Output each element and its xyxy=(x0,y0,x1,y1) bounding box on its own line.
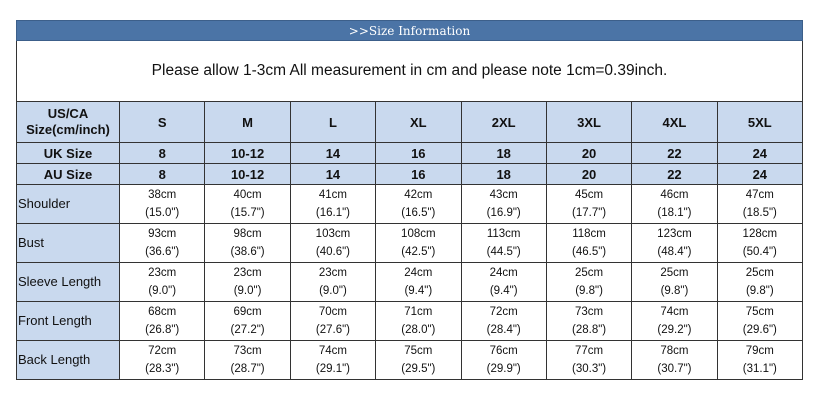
inch-value: (17.7") xyxy=(572,207,607,219)
measurement-cell xyxy=(632,224,717,263)
inch-value: (15.7") xyxy=(230,207,265,219)
measurement-cell xyxy=(632,185,717,224)
measurement-cell xyxy=(461,341,546,380)
size-cell: 14 xyxy=(290,143,375,164)
cm-value: 123cm xyxy=(657,228,692,240)
uk-size-row xyxy=(17,143,803,164)
cm-value: 76cm xyxy=(489,345,518,357)
size-cell: 22 xyxy=(632,143,717,164)
cm-value: 78cm xyxy=(660,345,689,357)
cm-value: 24cm xyxy=(489,267,518,279)
inch-value: (38.6") xyxy=(230,246,265,258)
size-cell: XL xyxy=(376,102,461,143)
cm-value: 103cm xyxy=(315,228,351,240)
measurement-cell xyxy=(290,185,375,224)
size-cell: 18 xyxy=(461,164,546,185)
cm-value: 113cm xyxy=(486,228,521,240)
measurement-label: Sleeve Length xyxy=(17,263,120,302)
cm-value: 77cm xyxy=(575,345,604,357)
cm-value: 73cm xyxy=(233,345,262,357)
measurement-cell xyxy=(546,302,631,341)
measurement-cell xyxy=(717,302,802,341)
inch-value: (16.9") xyxy=(486,207,521,219)
inch-value: (46.5") xyxy=(572,246,607,258)
measurement-row xyxy=(17,302,803,341)
measurement-cell xyxy=(120,224,205,263)
size-info-banner: >>Size Information xyxy=(16,20,803,41)
measurement-cell xyxy=(376,341,461,380)
inch-value: (42.5") xyxy=(401,246,436,258)
measurement-cell xyxy=(461,185,546,224)
size-cell: 8 xyxy=(120,164,205,185)
measurement-cell xyxy=(546,185,631,224)
size-cell: 5XL xyxy=(717,102,802,143)
size-cell: 10-12 xyxy=(205,164,290,185)
cm-value: 23cm xyxy=(233,267,262,279)
au-size-row xyxy=(17,164,803,185)
inch-value: (9.0") xyxy=(233,285,262,297)
cm-value: 23cm xyxy=(148,267,177,279)
inch-value: (18.1") xyxy=(657,207,692,219)
cm-value: 25cm xyxy=(745,267,774,279)
inch-value: (9.8") xyxy=(575,285,603,297)
size-table xyxy=(16,101,803,380)
measurement-row xyxy=(17,263,803,302)
inch-value: (28.3") xyxy=(145,363,180,375)
measurement-cell xyxy=(120,185,205,224)
inch-value: (9.0") xyxy=(319,285,347,297)
inch-value: (28.7") xyxy=(230,363,265,375)
inch-value: (40.6") xyxy=(315,246,350,258)
inch-value: (9.0") xyxy=(148,285,177,297)
inch-value: (9.4") xyxy=(404,285,433,297)
cm-value: 118cm xyxy=(572,228,606,240)
measurement-cell xyxy=(290,302,375,341)
cm-value: 93cm xyxy=(148,228,177,240)
measurement-cell xyxy=(717,341,802,380)
measurement-cell xyxy=(376,224,461,263)
inch-value: (50.4") xyxy=(742,246,777,258)
cm-value: 108cm xyxy=(401,228,436,240)
cm-value: 68cm xyxy=(148,306,177,318)
size-cell: 20 xyxy=(546,164,631,185)
cm-value: 42cm xyxy=(404,189,433,201)
measurement-cell xyxy=(632,302,717,341)
measurement-row xyxy=(17,224,803,263)
measurement-cell xyxy=(717,224,802,263)
row-label: AU Size xyxy=(17,164,120,185)
inch-value: (9.8") xyxy=(660,285,689,297)
inch-value: (9.4") xyxy=(489,285,518,297)
cm-value: 24cm xyxy=(404,267,433,279)
size-cell: 22 xyxy=(632,164,717,185)
cm-value: 75cm xyxy=(404,345,433,357)
inch-value: (16.1") xyxy=(315,207,350,219)
size-cell: M xyxy=(205,102,290,143)
size-cell: 3XL xyxy=(546,102,631,143)
measurement-row xyxy=(17,185,803,224)
size-cell: L xyxy=(290,102,375,143)
measurement-cell xyxy=(205,302,290,341)
cm-value: 40cm xyxy=(233,189,262,201)
row-label: US/CA Size(cm/inch) xyxy=(17,102,120,143)
cm-value: 72cm xyxy=(489,306,518,318)
size-cell: S xyxy=(120,102,205,143)
measurement-cell xyxy=(376,185,461,224)
measurement-cell xyxy=(717,185,802,224)
size-cell: 16 xyxy=(376,143,461,164)
measurement-cell xyxy=(120,341,205,380)
cm-value: 46cm xyxy=(660,189,689,201)
measurement-cell xyxy=(546,341,631,380)
measurement-cell xyxy=(632,263,717,302)
cm-value: 75cm xyxy=(745,306,774,318)
inch-value: (27.6") xyxy=(315,324,350,336)
measurement-cell xyxy=(461,302,546,341)
measurement-cell xyxy=(290,341,375,380)
cm-value: 47cm xyxy=(745,189,774,201)
measurement-cell xyxy=(120,302,205,341)
inch-value: (26.8") xyxy=(145,324,180,336)
cm-value: 128cm xyxy=(742,228,778,240)
measurement-cell xyxy=(546,263,631,302)
measurement-label: Front Length xyxy=(17,302,120,341)
size-cell: 20 xyxy=(546,143,631,164)
measurement-cell xyxy=(546,224,631,263)
measurement-cell xyxy=(632,341,717,380)
measurement-label: Bust xyxy=(17,224,120,263)
measurement-cell xyxy=(290,224,375,263)
inch-value: (27.2") xyxy=(230,324,265,336)
measurement-cell xyxy=(205,224,290,263)
inch-value: (29.1") xyxy=(315,363,350,375)
us-ca-size-row xyxy=(17,102,803,143)
measurement-cell xyxy=(717,263,802,302)
size-cell: 14 xyxy=(290,164,375,185)
cm-value: 79cm xyxy=(745,345,774,357)
cm-value: 38cm xyxy=(148,189,177,201)
measurement-cell xyxy=(205,263,290,302)
size-cell: 24 xyxy=(717,164,802,185)
inch-value: (28.8") xyxy=(572,324,607,336)
measurement-cell xyxy=(120,263,205,302)
measurement-label: Shoulder xyxy=(17,185,120,224)
cm-value: 25cm xyxy=(575,267,604,279)
inch-value: (28.4") xyxy=(486,324,521,336)
measurement-cell xyxy=(290,263,375,302)
measurement-cell xyxy=(461,224,546,263)
inch-value: (28.0") xyxy=(401,324,436,336)
inch-value: (9.8") xyxy=(745,285,774,297)
cm-value: 45cm xyxy=(575,189,604,201)
size-cell: 24 xyxy=(717,143,802,164)
measurement-cell xyxy=(461,263,546,302)
size-cell: 2XL xyxy=(461,102,546,143)
measurement-cell xyxy=(205,185,290,224)
cm-value: 41cm xyxy=(318,189,347,201)
measurement-cell xyxy=(376,302,461,341)
size-cell: 4XL xyxy=(632,102,717,143)
inch-value: (36.6") xyxy=(145,246,180,258)
inch-value: (29.2") xyxy=(657,324,692,336)
cm-value: 71cm xyxy=(404,306,433,318)
measurement-cell xyxy=(205,341,290,380)
cm-value: 25cm xyxy=(660,267,689,279)
inch-value: (16.5") xyxy=(401,207,436,219)
cm-value: 98cm xyxy=(233,228,262,240)
cm-value: 70cm xyxy=(318,306,347,318)
cm-value: 69cm xyxy=(233,306,262,318)
inch-value: (29.5") xyxy=(401,363,436,375)
size-cell: 10-12 xyxy=(205,143,290,164)
measurement-label: Back Length xyxy=(17,341,120,380)
size-chart xyxy=(16,20,803,380)
size-cell: 16 xyxy=(376,164,461,185)
measurement-note: Please allow 1-3cm All measurement in cm and please note 1cm=0.39inch. xyxy=(16,41,803,101)
row-label: UK Size xyxy=(17,143,120,164)
size-cell: 18 xyxy=(461,143,546,164)
cm-value: 74cm xyxy=(660,306,689,318)
inch-value: (29.6") xyxy=(742,324,777,336)
cm-value: 74cm xyxy=(318,345,347,357)
cm-value: 43cm xyxy=(489,189,518,201)
cm-value: 23cm xyxy=(318,267,347,279)
inch-value: (48.4") xyxy=(657,246,692,258)
size-cell: 8 xyxy=(120,143,205,164)
inch-value: (30.3") xyxy=(572,363,607,375)
inch-value: (44.5") xyxy=(486,246,521,258)
inch-value: (30.7") xyxy=(657,363,692,375)
inch-value: (15.0") xyxy=(145,207,180,219)
cm-value: 72cm xyxy=(148,345,177,357)
inch-value: (18.5") xyxy=(742,207,777,219)
cm-value: 73cm xyxy=(575,306,604,318)
inch-value: (31.1") xyxy=(742,363,777,375)
inch-value: (29.9") xyxy=(486,363,521,375)
measurement-row xyxy=(17,341,803,380)
measurement-cell xyxy=(376,263,461,302)
